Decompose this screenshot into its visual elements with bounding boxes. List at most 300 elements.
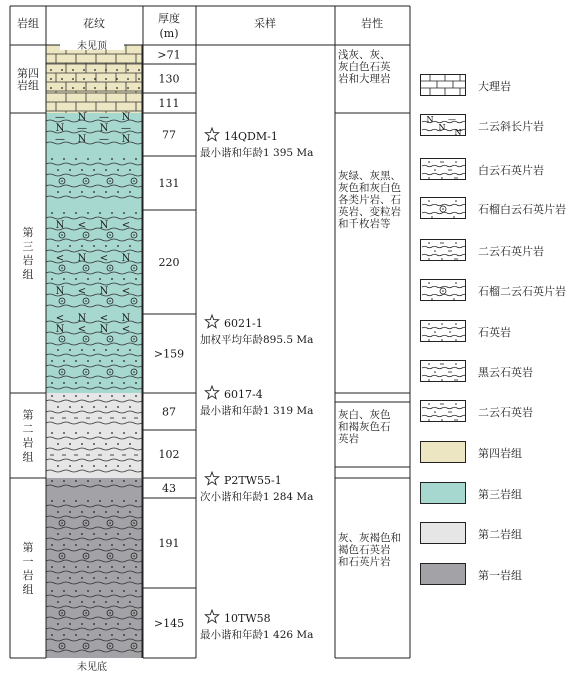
plagioclase-symbol: <: [77, 324, 87, 335]
garnet-core: [109, 267, 111, 269]
quartz-dot: [81, 601, 83, 603]
quartz-dot: [87, 212, 89, 214]
swatch-box: [421, 280, 466, 301]
quartz-dot: [123, 278, 125, 280]
garnet-core: [61, 267, 63, 269]
garnet-core: [133, 300, 135, 302]
quartz-dot: [105, 577, 107, 579]
sand-dot: [72, 87, 74, 89]
garnet-core: [109, 300, 111, 302]
quartz-dot: [63, 500, 65, 502]
garnet-core: [109, 234, 111, 236]
quartz-dot: [69, 169, 71, 171]
quartz-dot: [111, 212, 113, 214]
quartz-dot: [428, 200, 430, 202]
legend-label: 石榴二云石英片岩: [478, 285, 566, 298]
quartz-dot: [428, 282, 430, 284]
quartz-dot: [111, 278, 113, 280]
quartz-dot: [93, 511, 95, 513]
garnet-core: [61, 338, 63, 340]
lithology-text: 各类片岩、石: [338, 194, 401, 206]
thickness-value: 220: [158, 256, 180, 269]
quartz-dot: [111, 480, 113, 482]
legend-item-biotite-quartzite: [420, 360, 584, 382]
quartz-dot: [123, 382, 125, 384]
quartz-dot: [51, 158, 53, 160]
garnet-core: [133, 645, 135, 647]
header-thickness-unit: (m): [159, 27, 179, 40]
quartz-dot: [135, 480, 137, 482]
legend-label: 二云石英片岩: [478, 245, 544, 258]
quartz-dot: [135, 278, 137, 280]
quartz-dot: [431, 216, 433, 218]
plagioclase-symbol: <: [55, 253, 65, 264]
garnet-core: [133, 555, 135, 557]
quartz-dot: [117, 465, 119, 467]
quartz-dot: [455, 323, 457, 325]
quartz-dot: [123, 500, 125, 502]
lithology-text: 和石英片岩: [338, 556, 391, 568]
quartz-dot: [93, 601, 95, 603]
lithology-text: 灰白色石英: [338, 61, 391, 73]
lithology-text: 灰绿、灰黑、: [338, 170, 401, 182]
group-name-q: 岩组: [17, 79, 39, 92]
legend-item-marble: [420, 74, 584, 96]
plagioclase-symbol: N: [99, 286, 109, 297]
swatch-box: [421, 564, 466, 585]
lithology-text: 灰白、灰色: [338, 409, 391, 421]
sand-dot: [105, 87, 107, 89]
quartz-dot: [453, 216, 455, 218]
sand-dot: [127, 87, 129, 89]
legend-label: 二云斜长片岩: [478, 120, 544, 133]
quartz-dot: [51, 395, 53, 397]
legend-item-eqs: [420, 239, 584, 261]
quartz-dot: [428, 258, 430, 260]
quartz-dot: [93, 349, 95, 351]
quartz-dot: [51, 544, 53, 546]
garnet-core: [61, 300, 63, 302]
quartzite-swatch: [420, 320, 466, 342]
plagioclase-symbol: N: [77, 112, 87, 123]
plagioclase-symbol: N: [438, 123, 446, 132]
plagioclase-symbol: <: [121, 286, 131, 297]
garnet-core: [85, 555, 87, 557]
swatch-box: [421, 321, 466, 342]
garnet-core: [85, 234, 87, 236]
quartz-dot: [428, 323, 430, 325]
garnet-core: [109, 522, 111, 524]
garnet-core: [133, 612, 135, 614]
quartz-dot: [63, 395, 65, 397]
quartz-dot: [135, 500, 137, 502]
top-note: 未见顶: [77, 41, 107, 52]
sample-star-icon: [205, 128, 218, 141]
quartz-dot: [428, 363, 430, 365]
quartz-dot: [93, 406, 95, 408]
quartz-dot: [117, 406, 119, 408]
swatch-box: [421, 75, 466, 96]
quartz-dot: [81, 191, 83, 193]
quartz-dot: [69, 349, 71, 351]
sand-dot: [105, 69, 107, 71]
quartz-dot: [105, 465, 107, 467]
garnet-core: [85, 267, 87, 269]
quartz-dot: [63, 360, 65, 362]
quartz-dot: [93, 443, 95, 445]
quartz-dot: [428, 242, 430, 244]
quartz-dot: [428, 419, 430, 421]
quartz-dot: [75, 212, 77, 214]
quartz-dot: [99, 212, 101, 214]
quartz-dot: [129, 443, 131, 445]
legend-item-garnet-wqs: [420, 197, 584, 219]
quartz-dot: [87, 634, 89, 636]
quartz-dot: [81, 577, 83, 579]
quartz-dot: [428, 403, 430, 405]
sand-dot: [83, 78, 85, 80]
plagioclase-symbol: N: [77, 313, 87, 324]
g2-color-swatch: [420, 522, 466, 544]
quartz-dot: [99, 395, 101, 397]
bottom-note: 未见底: [77, 662, 107, 673]
lithology-text: 浅灰、灰、: [338, 49, 391, 61]
sample-id: 10TW58: [224, 612, 271, 625]
plagioclase-symbol: N: [426, 115, 434, 124]
quartz-dot: [117, 623, 119, 625]
quartz-dot: [63, 158, 65, 160]
quartz-dot: [69, 511, 71, 513]
quartz-dot: [117, 245, 119, 247]
quartz-dot: [455, 363, 457, 365]
quartz-dot: [93, 577, 95, 579]
swatch-box: [421, 523, 466, 544]
thickness-value: 102: [158, 448, 180, 461]
quartz-dot: [135, 544, 137, 546]
quartz-dot: [455, 282, 457, 284]
sand-dot: [50, 69, 52, 71]
wqs-swatch: [420, 158, 466, 180]
quartz-dot: [111, 590, 113, 592]
quartz-dot: [434, 331, 436, 333]
sample-age: 最小谐和年龄1 395 Ma: [200, 147, 314, 159]
header-group: 岩组: [17, 17, 39, 30]
sample-id: 14QDM-1: [224, 130, 278, 143]
quartz-dot: [129, 511, 131, 513]
sample-age: 加权平均年龄895.5 Ma: [200, 334, 314, 346]
quartz-dot: [81, 349, 83, 351]
group-name-q: 第四: [17, 67, 39, 80]
lithology-text: 和千枚岩等: [338, 218, 391, 230]
garnet-core: [61, 645, 63, 647]
plagioclase-symbol: <: [121, 324, 131, 335]
quartz-dot: [434, 411, 436, 413]
quartz-dot: [87, 395, 89, 397]
quartz-dot: [81, 245, 83, 247]
plagioclase-symbol: —: [99, 134, 109, 145]
garnet-core: [133, 267, 135, 269]
quartz-dot: [57, 406, 59, 408]
lithology-text: 褐色石英岩: [338, 544, 391, 556]
quartz-dot: [129, 245, 131, 247]
plagioclase-symbol: N: [99, 324, 109, 335]
quartz-dot: [129, 533, 131, 535]
sand-dot: [83, 69, 85, 71]
quartz-dot: [75, 382, 77, 384]
lithology-text: 灰、灰褐色和: [338, 532, 401, 544]
plagioclase-symbol: —: [55, 134, 65, 145]
sample-star-icon: [205, 315, 218, 328]
quartz-dot: [105, 349, 107, 351]
legend-label: 石英岩: [478, 326, 511, 339]
plagioclase-symbol: N: [77, 253, 87, 264]
lithology-pattern-column: [46, 45, 142, 658]
quartz-dot: [428, 379, 430, 381]
sand-dot: [138, 87, 140, 89]
quartz-dot: [135, 634, 137, 636]
thickness-value: 87: [162, 405, 176, 419]
quartz-dot: [135, 590, 137, 592]
sample-id: P2TW55-1: [224, 474, 282, 487]
quartz-dot: [81, 465, 83, 467]
quartz-dot: [93, 623, 95, 625]
quartz-dot: [428, 161, 430, 163]
quartz-dot: [117, 601, 119, 603]
quartz-dot: [81, 623, 83, 625]
legend-item-plag: [420, 114, 584, 136]
sample-star-icon: [205, 386, 218, 399]
garnet-core: [109, 180, 111, 182]
garnet-core: [85, 180, 87, 182]
quartz-dot: [428, 177, 430, 179]
lithology-text: 英岩: [338, 433, 359, 445]
quartz-dot: [99, 432, 101, 434]
quartz-dot: [99, 590, 101, 592]
sample-age: 次小谐和年龄1 284 Ma: [200, 491, 314, 503]
eqs-swatch: [420, 239, 466, 261]
plagioclase-symbol: N: [99, 123, 109, 134]
garnet-core: [133, 522, 135, 524]
quartz-dot: [123, 634, 125, 636]
garnet-core: [442, 290, 444, 292]
quartz-dot: [75, 500, 77, 502]
quartz-dot: [63, 212, 65, 214]
quartz-dot: [135, 158, 137, 160]
sand-dot: [138, 78, 140, 80]
lithology-text: 英岩、变粒岩: [338, 206, 401, 218]
quartz-dot: [81, 406, 83, 408]
quartz-dot: [99, 158, 101, 160]
quartz-dot: [129, 577, 131, 579]
quartz-dot: [69, 245, 71, 247]
quartz-dot: [441, 419, 443, 421]
garnet-core: [61, 555, 63, 557]
quartz-dot: [75, 590, 77, 592]
garnet-core: [109, 555, 111, 557]
quartz-dot: [123, 360, 125, 362]
quartz-dot: [441, 323, 443, 325]
quartz-dot: [87, 278, 89, 280]
quartz-dot: [57, 169, 59, 171]
quartz-dot: [63, 634, 65, 636]
quartz-dot: [99, 382, 101, 384]
quartz-dot: [87, 432, 89, 434]
quartz-dot: [135, 360, 137, 362]
quartz-dot: [63, 544, 65, 546]
quartz-dot: [441, 177, 443, 179]
quartz-dot: [123, 158, 125, 160]
quartz-dot: [123, 480, 125, 482]
garnet-core: [85, 645, 87, 647]
q-color-swatch: [420, 441, 466, 463]
sand-dot: [50, 78, 52, 80]
thickness-value: 111: [158, 97, 180, 110]
quartz-dot: [57, 623, 59, 625]
quartz-dot: [75, 634, 77, 636]
lithology-text: 和褐灰色石: [338, 421, 391, 433]
quartz-dot: [69, 191, 71, 193]
legend-item-g3-color: [420, 482, 584, 504]
garnet-core: [442, 208, 444, 210]
sand-dot: [61, 87, 63, 89]
quartz-dot: [87, 590, 89, 592]
legend-label: 黑云石英岩: [478, 366, 533, 379]
quartz-dot: [434, 169, 436, 171]
quartz-dot: [453, 298, 455, 300]
garnet-core: [85, 300, 87, 302]
quartz-dot: [51, 590, 53, 592]
legend-item-wqs: [420, 158, 584, 180]
sample-id: 6017-4: [224, 388, 263, 401]
quartz-dot: [434, 250, 436, 252]
plagioclase-symbol: <: [77, 220, 87, 231]
quartz-dot: [129, 349, 131, 351]
garnet-core: [133, 371, 135, 373]
quartz-dot: [63, 382, 65, 384]
sand-dot: [83, 87, 85, 89]
plagioclase-symbol: <: [55, 313, 65, 324]
quartz-dot: [117, 577, 119, 579]
quartz-dot: [441, 379, 443, 381]
quartz-dot: [75, 432, 77, 434]
quartz-dot: [57, 191, 59, 193]
quartz-dot: [51, 566, 53, 568]
group-name-g3: 三: [22, 240, 34, 253]
thickness-value: 77: [162, 128, 176, 142]
group-name-g2: 组: [22, 450, 34, 464]
quartz-dot: [111, 432, 113, 434]
sand-dot: [105, 78, 107, 80]
legend-label: 第一岩组: [478, 569, 522, 582]
group-name-g3: 组: [22, 268, 34, 281]
quartz-dot: [117, 511, 119, 513]
sand-dot: [50, 87, 52, 89]
quartz-dot: [123, 566, 125, 568]
quartz-dot: [455, 200, 457, 202]
quartz-dot: [111, 382, 113, 384]
garnet-core: [133, 338, 135, 340]
quartz-dot: [123, 544, 125, 546]
quartz-dot: [69, 577, 71, 579]
quartz-dot: [75, 566, 77, 568]
garnet-core: [109, 612, 111, 614]
quartz-dot: [455, 161, 457, 163]
quartz-dot: [111, 566, 113, 568]
plagioclase-symbol: —: [77, 123, 87, 134]
plagioclase-symbol: N: [121, 112, 131, 123]
quartz-dot: [51, 382, 53, 384]
biotite-quartzite-swatch: [420, 360, 466, 382]
quartz-dot: [111, 634, 113, 636]
plagioclase-symbol: N: [55, 324, 65, 335]
swatch-box: [421, 442, 466, 463]
quartz-dot: [117, 443, 119, 445]
quartz-dot: [87, 480, 89, 482]
legend-label: 石榴白云石英片岩: [478, 203, 566, 216]
sand-dot: [116, 69, 118, 71]
quartz-dot: [69, 533, 71, 535]
quartz-dot: [75, 544, 77, 546]
quartz-dot: [69, 623, 71, 625]
quartz-dot: [93, 245, 95, 247]
legend-label: 第二岩组: [478, 528, 522, 541]
g3-color-swatch: [420, 482, 466, 504]
plagioclase-symbol: <: [121, 220, 131, 231]
garnet-core: [133, 234, 135, 236]
quartz-dot: [63, 480, 65, 482]
quartz-dot: [111, 544, 113, 546]
quartz-dot: [93, 533, 95, 535]
quartz-dot: [123, 590, 125, 592]
thickness-value: >159: [153, 347, 185, 361]
garnet-core: [61, 522, 63, 524]
plagioclase-symbol: N: [454, 128, 462, 136]
group-name-g3: 第: [22, 226, 34, 239]
quartz-dot: [63, 566, 65, 568]
legend-label: 大理岩: [478, 80, 511, 93]
lithology-text: 岩和大理岩: [338, 73, 391, 85]
group-name-g2: 岩: [22, 436, 34, 450]
group-name-g1: 一: [22, 555, 34, 568]
sample-age: 最小谐和年龄1 319 Ma: [200, 405, 314, 417]
plagioclase-symbol: —: [55, 112, 65, 123]
quartz-dot: [75, 395, 77, 397]
quartz-dot: [449, 331, 451, 333]
group-name-g3: 岩: [22, 254, 34, 267]
garnet-core: [61, 234, 63, 236]
group-name-g1: 组: [22, 583, 34, 596]
sand-dot: [72, 78, 74, 80]
sand-dot: [72, 69, 74, 71]
sand-dot: [138, 69, 140, 71]
quartz-dot: [57, 245, 59, 247]
quartz-dot: [93, 169, 95, 171]
header-thickness: 厚度: [158, 12, 180, 25]
quartz-dot: [129, 406, 131, 408]
garnet-core: [109, 645, 111, 647]
plagioclase-symbol: N: [55, 220, 65, 231]
quartz-dot: [111, 500, 113, 502]
quartz-dot: [105, 623, 107, 625]
quartz-dot: [51, 500, 53, 502]
quartz-dot: [69, 406, 71, 408]
quartz-dot: [99, 634, 101, 636]
plagioclase-symbol: —: [448, 115, 456, 124]
quartz-dot: [75, 158, 77, 160]
garnet-wqs-swatch: [420, 197, 466, 219]
quartz-dot: [69, 465, 71, 467]
quartz-dot: [117, 349, 119, 351]
